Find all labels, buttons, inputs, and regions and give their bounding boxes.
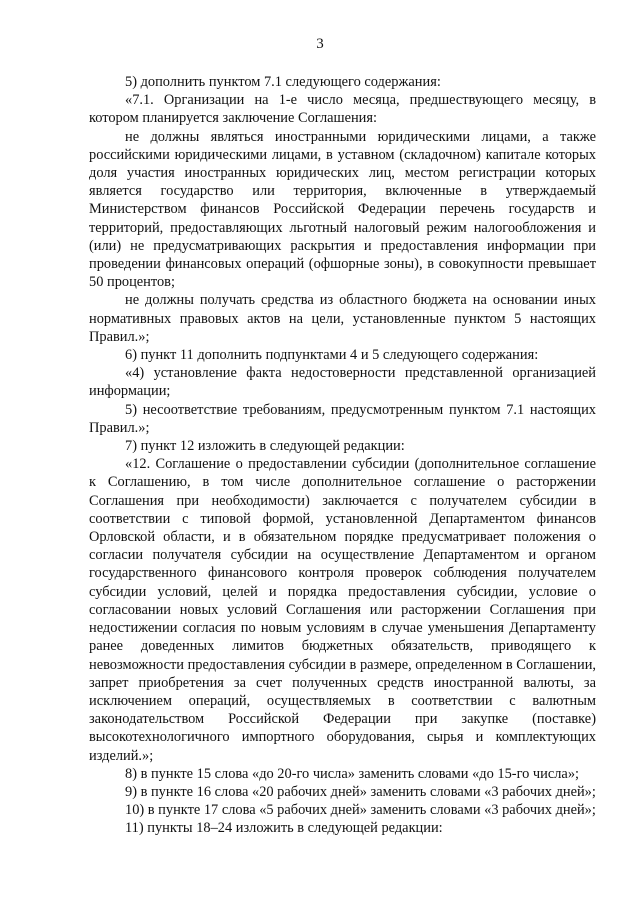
paragraph-subitem-5: 5) несоответствие требованиям, предусмотренным пунктом 7.1 настоящих Правил.»; xyxy=(89,401,596,436)
paragraph-item-8: 8) в пункте 15 слова «до 20-го числа» заменить словами «до 15-го числа»; xyxy=(125,765,580,782)
paragraph-item-10: 10) в пункте 17 слова «5 рабочих дней» заменить словами «3 рабочих дней»; xyxy=(125,802,596,819)
paragraph-item-9: 9) в пункте 16 слова «20 рабочих дней» заменить словами «3 рабочих дней»; xyxy=(125,783,596,800)
document-body xyxy=(89,73,596,838)
paragraph-item-5: 5) дополнить пунктом 7.1 следующего содержания: xyxy=(125,74,441,90)
page-number: 3 xyxy=(316,36,324,52)
paragraph-item-6: 6) пункт 11 дополнить подпунктами 4 и 5 следующего содержания: xyxy=(125,347,539,364)
paragraph-foreign-entities: не должны являться иностранными юридическими лицами, а также российскими юридическими лицами, в уставном (складочном) капитале которых доля участия иностранных юридических лиц, местом регистрации которых является государство или территория, включенные в утверждаемый Министерством финансов Российской Федерации перечень государств и территорий, предоставляющих льготный налоговый режим налогообложения и (или) не предусматривающих раскрытия и предоставления информации при проведении финансовых операций (офшорные зоны), в совокупности превышает 50 процентов; xyxy=(89,128,596,291)
paragraph-subitem-4: «4) установление факта недостоверности представленной организацией информации; xyxy=(89,365,596,400)
paragraph-item-11: 11) пункты 18–24 изложить в следующей редакции: xyxy=(125,820,443,837)
paragraph-item-7: 7) пункт 12 изложить в следующей редакции: xyxy=(125,438,405,455)
paragraph-point-7-1: «7.1. Организации на 1-е число месяца, предшествующего месяцу, в котором планируется заключение Соглашения: xyxy=(89,92,596,127)
paragraph-regional-budget: не должны получать средства из областного бюджета на основании иных нормативных правовых актов на цели, установленные пунктом 5 настоящих Правил.»; xyxy=(89,292,596,345)
paragraph-point-12: «12. Соглашение о предоставлении субсидии (дополнительное соглашение к Соглашению, в том числе дополнительное соглашение о расторжении Соглашения при необходимости) заключается с получателем субсидии в соответствии с типовой формой, установленной Департаментом финансов Орловской области, и в обязательном порядке предусматривает положения о согласии получателя субсидии на осуществление Департаментом и органом государственного финансового контроля проверок соблюдения получателем субсидии условий, целей и порядка предоставления субсидии, условие о согласовании новых условий Соглашения или расторжении Соглашения при недостижении согласия по новым условиям в случае уменьшения Департаменту ранее доведенных лимитов бюджетных обязательств, приводящего к невозможности предоставления субсидии в размере, определенном в Соглашении, запрет приобретения за счет полученных средств иностранной валюты, за исключением операций, осуществляемых в соответствии с валютным законодательством Российской Федерации при закупке (поставке) высокотехнологичного импортного оборудования, сырья и комплектующих изделий.»; xyxy=(89,456,596,764)
